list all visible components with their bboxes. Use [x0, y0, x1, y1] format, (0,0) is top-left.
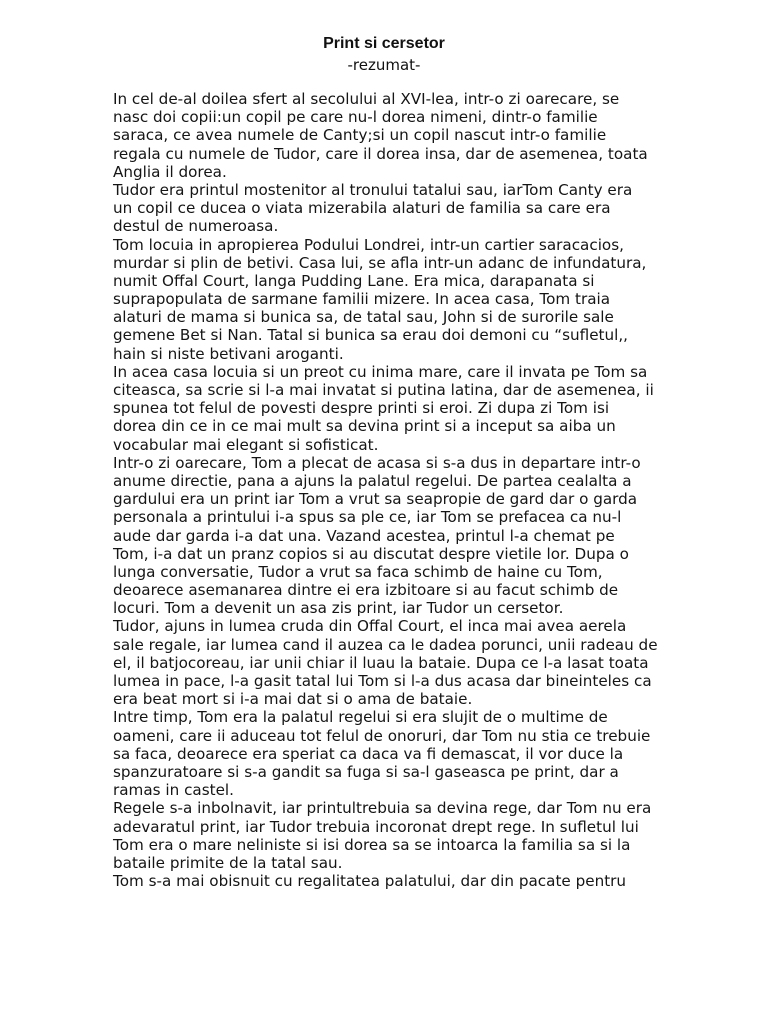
text-line: destul de numeroasa. [113, 217, 279, 236]
text-line: deoarece asemanarea dintre ei era izbitoare si au facut schimb de [113, 581, 619, 600]
text-line: gemene Bet si Nan. Tatal si bunica sa erau doi demoni cu “sufletul,, [113, 326, 629, 345]
text-line: alaturi de mama si bunica sa, de tatal sau, John si de surorile sale [113, 308, 614, 327]
text-line: In acea casa locuia si un preot cu inima mare, care il invata pe Tom sa [113, 362, 648, 381]
text-line: Tom s-a mai obisnuit cu regalitatea palatului, dar din pacate pentru [113, 872, 627, 891]
text-line: Tudor era printul mostenitor al tronului tatalui sau, iarTom Canty era [113, 180, 633, 199]
text-line: dorea din ce in ce mai mult sa devina print si a inceput sa aiba un [113, 417, 616, 436]
text-line: numit Offal Court, langa Pudding Lane. Era mica, darapanata si [113, 271, 595, 290]
text-line: Regele s-a inbolnavit, iar printultrebuia sa devina rege, dar Tom nu era [113, 799, 652, 818]
text-line: personala a printului i-a spus sa ple ce, iar Tom se prefacea ca nu-l [113, 508, 622, 527]
text-line: Tudor, ajuns in lumea cruda din Offal Court, el inca mai avea aerela [113, 617, 627, 636]
text-line: Intr-o zi oarecare, Tom a plecat de acasa si s-a dus in departare intr-o [113, 453, 641, 472]
text-line: regala cu numele de Tudor, care il dorea insa, dar de asemenea, toata [113, 144, 648, 163]
text-line: anume directie, pana a ajuns la palatul regelui. De partea cealalta a [113, 471, 632, 490]
text-line: spunea tot felul de povesti despre printi si eroi. Zi dupa zi Tom isi [113, 399, 610, 418]
text-line: aude dar garda i-a dat una. Vazand acestea, printul l-a chemat pe [113, 526, 615, 545]
text-line: saraca, ce avea numele de Canty;si un copil nascut intr-o familie [113, 126, 607, 145]
text-line: murdar si plin de betivi. Casa lui, se afla intr-un adanc de infundatura, [113, 253, 647, 272]
text-line: adevaratul print, iar Tudor trebuia incoronat drept rege. In sufletul lui [113, 817, 639, 836]
document-body [113, 90, 673, 890]
text-line: spanzuratoare si s-a gandit sa fuga si sa-l gaseasca pe print, dar a [113, 762, 619, 781]
text-line: Anglia il dorea. [113, 162, 227, 181]
text-line: Tom, i-a dat un pranz copios si au discutat despre vietile lor. Dupa o [113, 544, 629, 563]
text-line: sale regale, iar lumea cand il auzea ca le dadea porunci, unii radeau de [113, 635, 658, 654]
text-line: nasc doi copii:un copil pe care nu-l dorea nimeni, dintr-o familie [113, 108, 598, 127]
text-line: citeasca, sa scrie si l-a mai invatat si putina latina, dar de asemenea, ii [113, 381, 654, 399]
text-line: Intre timp, Tom era la palatul regelui si era slujit de o multime de [113, 708, 608, 727]
text-line: lumea in pace, l-a gasit tatal lui Tom si l-a dus acasa dar bineinteles ca [113, 672, 652, 690]
text-line: oameni, care ii aduceau tot felul de onoruri, dar Tom nu stia ce trebuie [113, 726, 651, 745]
text-line: vocabular mai elegant si sofisticat. [113, 435, 379, 454]
text-line: gardului era un print iar Tom a vrut sa seapropie de gard dar o garda [113, 490, 638, 509]
text-line: bataile primite de la tatal sau. [113, 853, 343, 872]
text-line: Tom era o mare neliniste si isi dorea sa se intoarca la familia sa si la [113, 835, 631, 854]
document-subtitle: -rezumat- [347, 56, 421, 74]
text-line: suprapopulata de sarmane familii mizere. In acea casa, Tom traia [113, 290, 611, 309]
text-line: lunga conversatie, Tudor a vrut sa faca schimb de haine cu Tom, [113, 562, 603, 581]
text-line: hain si niste betivani aroganti. [113, 344, 344, 363]
text-line: locuri. Tom a devenit un asa zis print, iar Tudor un cersetor. [113, 599, 564, 618]
text-line: In cel de-al doilea sfert al secolului al XVI-lea, intr-o zi oarecare, se [113, 90, 620, 108]
text-line: el, il batjocoreau, iar unii chiar il luau la bataie. Dupa ce l-a lasat toata [113, 653, 649, 672]
text-line: era beat mort si i-a mai dat si o ama de bataie. [113, 690, 473, 709]
text-line: Tom locuia in apropierea Podului Londrei, intr-un cartier saracacios, [113, 235, 624, 254]
document-title: Print si cersetor [323, 35, 445, 52]
text-line: ramas in castel. [113, 781, 234, 800]
text-line: un copil ce ducea o viata mizerabila alaturi de familia sa care era [113, 199, 611, 218]
text-line: sa faca, deoarece era speriat ca daca va fi demascat, il vor duce la [113, 744, 624, 763]
